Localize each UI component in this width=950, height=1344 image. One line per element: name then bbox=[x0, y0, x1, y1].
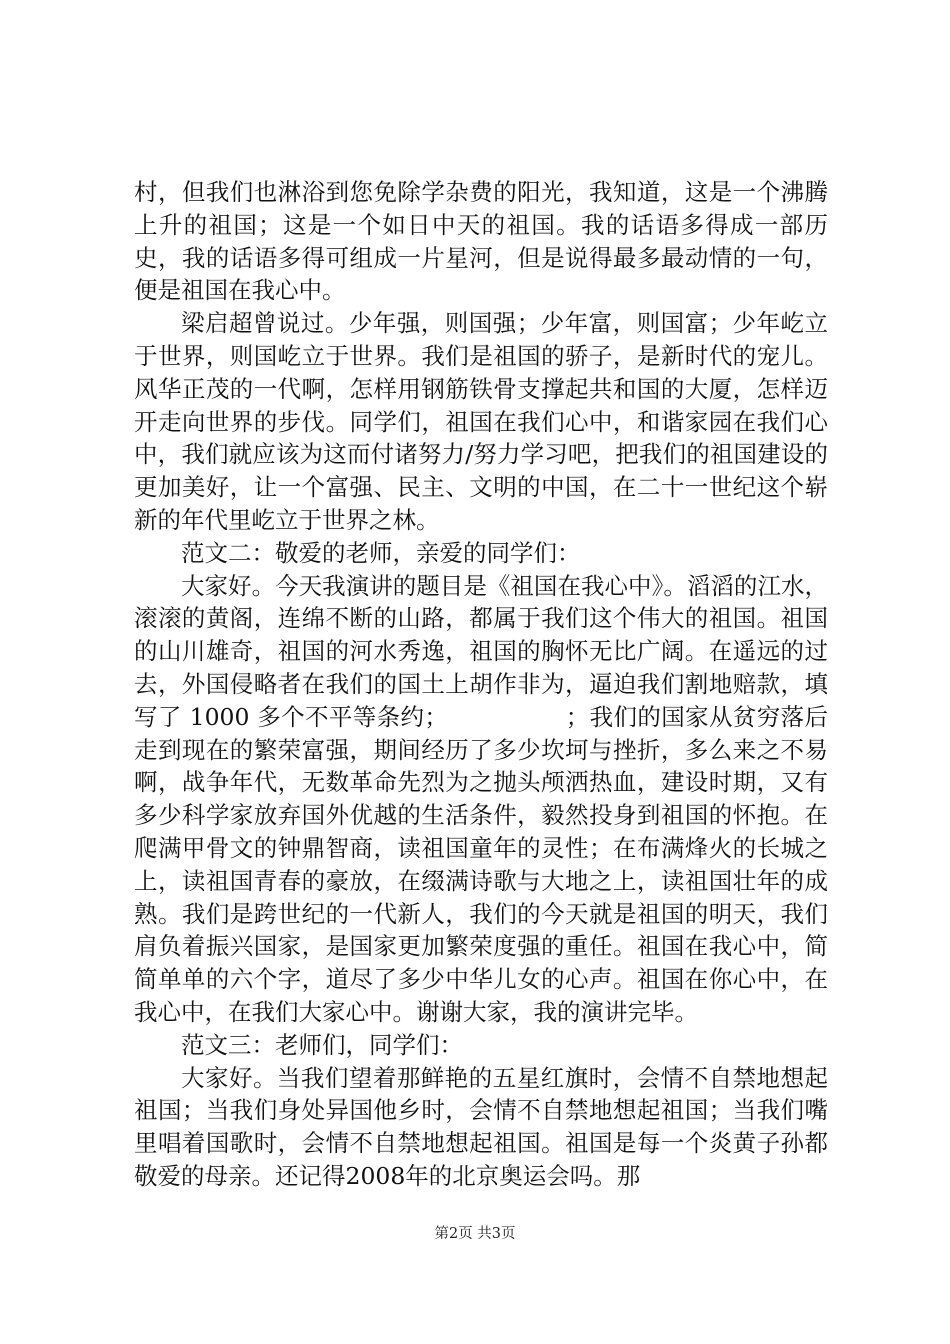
page-footer: 第2页 共3页 bbox=[434, 1226, 516, 1242]
paragraph-4: 大家好。当我们望着那鲜艳的五星红旗时，会情不自禁地想起祖国；当我们身处异国他乡时，会情不自禁地想起祖国；当我们嘴里唱着国歌时，会情不自禁地想起祖国。祖国是每一个炎黄子孙都敬爱的母亲。还记得2008年的北京奥运会吗。那 bbox=[134, 1063, 828, 1190]
paragraph-2: 梁启超曾说过。少年强，则国强；少年富，则国富；少年屹立于世界，则国屹立于世界。我们是祖国的骄子，是新时代的宠儿。风华正茂的一代啊，怎样用钢筋铁骨支撑起共和国的大厦，怎样迈开走向世界的步伐。同学们，祖国在我们心中，和谐家园在我们心中，我们就应该为这而付诸努力/努力学习吧，把我们的祖国建设的更加美好，让一个富强、民主、文明的中国，在二十一世纪这个崭新的年代里屹立于世界之林。 bbox=[134, 309, 828, 534]
section-heading-sample-2: 范文二：敬爱的老师，亲爱的同学们： bbox=[181, 538, 581, 567]
body-text bbox=[134, 176, 828, 1193]
paragraph-1: 村，但我们也淋浴到您免除学杂费的阳光，我知道，这是一个沸腾上升的祖国；这是一个如日中天的祖国。我的话语多得成一部历史，我的话语多得可组成一片星河，但是说得最多最动情的一句，便是祖国在我心中。 bbox=[134, 178, 828, 305]
paragraph-3: 大家好。今天我演讲的题目是《祖国在我心中》。滔滔的江水，滚滚的黄阁，连绵不断的山路，都属于我们这个伟大的祖国。祖国的山川雄奇，祖国的河水秀逸，祖国的胸怀无比广阔。在遥远的过去，外国侵略者在我们的国土上胡作非为，逼迫我们割地赔款，填写了 1000 多个不平等条约； ；我们的国家从贫穷落后走到现在的繁荣富强，期间经历了多少坎坷与挫折，多么来之不易啊，战争年代，无数革命先烈为之抛头颅洒热血，建设时期，又有多少科学家放弃国外优越的生活条件，毅然投身到祖国的怀抱。在爬满甲骨文的钟鼎智商，读祖国童年的灵性；在布满烽火的长城之上，读祖国青春的豪放，在缀满诗歌与大地之上，读祖国壮年的成熟。我们是跨世纪的一代新人，我们的今天就是祖国的明天，我们肩负着振兴国家，是国家更加繁荣度强的重任。祖国在我心中，简简单单的六个字，道尽了多少中华儿女的心声。祖国在你心中，在我心中，在我们大家心中。谢谢大家，我的演讲完毕。 bbox=[134, 571, 828, 1026]
section-heading-sample-3: 范文三：老师们，同学们： bbox=[181, 1030, 463, 1059]
